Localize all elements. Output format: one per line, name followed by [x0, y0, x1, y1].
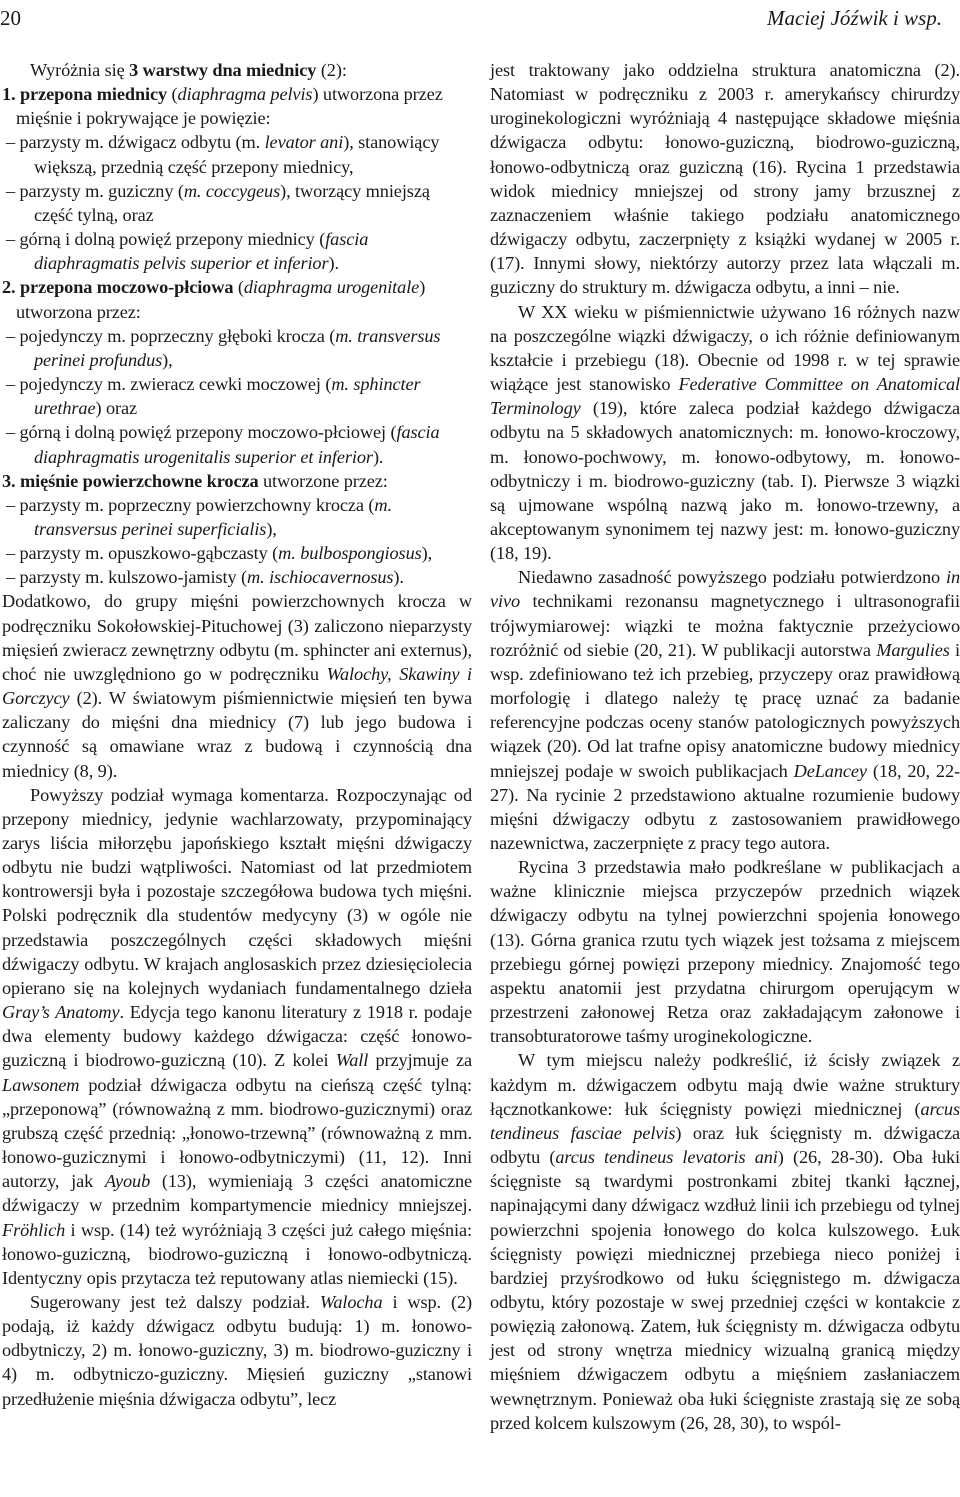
page-header	[0, 0, 960, 40]
running-head: Maciej Jóźwik i wsp.	[767, 6, 942, 30]
text-run: ).	[328, 253, 339, 274]
left-column-paragraph	[2, 589, 472, 782]
left-column-paragraph	[2, 227, 472, 275]
right-column-paragraph	[490, 1048, 960, 1435]
text-run: Powyższy podział wymaga komentarza. Rozpoczynając od przepony miednicy, jedynie wachlarzowaty, przypominający zarys liścia miłorzębu japońskiego kształt mięśni dźwigaczy odbytu nie budzi wątpliwości. Natomiast od lat przedmiotem kontrowersji była i pozostaje szczegółowa budowa tych mięśni. Polski podręcznik dla studentów medycyny (3) w ogóle nie przedstawia poszczególnych części składowych mięśni dźwigaczy odbytu. W krajach anglosaskich przez dziesięciolecia opierano się na kolejnych wydaniach fundamentalnego dzieła	[2, 784, 472, 998]
page-number: 20	[0, 6, 21, 30]
left-column-paragraph	[2, 493, 472, 541]
text-run: Dodatkowo, do grupy mięśni powierzchownych krocza w podręczniku Sokołowskiej-Pituchowej (3) zaliczono nieparzysty mięsień zwieracz zewnętrzny odbytu (m. sphincter ani externus), choć nie uwzględniono go w podręczniku	[2, 591, 472, 684]
text-run: ) oraz	[95, 398, 137, 419]
left-column-paragraph	[2, 372, 472, 420]
text-run: Lawsonem	[2, 1074, 80, 1095]
left-column-paragraph	[2, 179, 472, 227]
right-column-paragraph	[490, 565, 960, 855]
text-run: – pojedynczy m. poprzeczny głęboki krocza (	[6, 325, 336, 346]
text-run: – parzysty m. kulszowo-jamisty (	[6, 567, 248, 588]
text-run: i wsp. (2) podają, iż każdy dźwigacz odbytu budują: 1) m. łonowo-odbytniczy, 2) m. łonowo-guziczny, 3) m. biodrowo-guziczny i 4) m. odbytniczo-guziczny. Mięsień guziczny „stanowi przedłużenie mięśnia dźwigacza odbytu”, lecz	[2, 1291, 472, 1409]
text-run: Walochy, Skawiny i Gorczycy	[2, 663, 473, 709]
left-column-paragraph	[2, 58, 472, 82]
left-column	[2, 58, 472, 1411]
text-run: – górną i dolną powięź przepony moczowo-płciowej (	[6, 422, 397, 443]
text-run: ).	[393, 567, 404, 588]
text-run: – parzysty m. dźwigacz odbytu (m.	[6, 132, 265, 153]
text-run: ) utworzona przez mięśnie i pokrywające je powięzie:	[16, 84, 443, 129]
text-run: ).	[372, 446, 384, 467]
right-column-paragraph	[490, 300, 960, 566]
text-run: 2. przepona moczowo-płciowa	[2, 277, 234, 298]
text-run: Wall	[335, 1050, 369, 1071]
left-column-paragraph	[2, 783, 472, 1290]
text-run: ) oraz łuk ścięgnisty m. dźwigacza odbytu (	[490, 1122, 960, 1168]
right-column-paragraph	[490, 58, 960, 300]
text-run: diaphragma pelvis	[177, 84, 313, 105]
text-run: 3 warstwy dna miednicy	[129, 60, 317, 80]
text-run: m. ischiocavernosus	[247, 567, 394, 588]
text-run: przyjmuje za	[368, 1050, 473, 1071]
text-run: (	[167, 84, 178, 105]
left-column-paragraph	[2, 130, 472, 178]
text-run: (2):	[316, 60, 347, 80]
text-run: – pojedynczy m. zwieracz cewki moczowej (	[6, 374, 332, 395]
text-run: fascia diaphragmatis pelvis superior et inferior	[34, 229, 369, 274]
text-run: Niedawno zasadność powyższego podziału potwierdzono	[518, 567, 946, 588]
text-run: jest traktowany jako oddzielna struktura anatomiczna (2). Natomiast w podręczniku z 2003 r. amerykańscy chirurdzy uroginekologiczni wyróżniają 4 następujące składowe mięśnia dźwigacza odbytu: łonowo-guziczną, biodrowo-guziczną, łonowo-odbytniczą oraz guziczną (16). Rycina 1 przedstawia widok miednicy mniejszej od strony jamy brzusznej z zaznaczeniem właśnie takiego podziału anatomicznego dźwigaczy odbytu, zaczerpnięty z książki wydanej w 2005 r. (17). Innymi słowy, niektórzy autorzy przez lata włączali m. guziczny do struktury m. dźwigacza odbytu, a inni – nie.	[490, 60, 960, 298]
left-column-paragraph	[2, 541, 472, 565]
text-run: utworzone przez:	[258, 470, 388, 491]
left-column-paragraph	[2, 275, 472, 323]
text-run: m. sphincter urethrae	[34, 374, 421, 419]
text-run: Sugerowany jest też dalszy podział.	[30, 1291, 320, 1312]
text-run: W XX wieku w piśmiennictwie używano 16 różnych nazw na poszczególne wiązki dźwigaczy, o ich różnie definiowanym kształcie i przebiegu (18). Obecnie od 1998 r. w tej sprawie wiążące jest stanowisko	[490, 301, 960, 395]
text-run: W tym miejscu należy podkreślić, iż ścisły związek z każdym m. dźwigaczem odbytu mają dwie ważne struktury łącznotkankowe: łuk ścięgnisty powięzi miednicznej (	[490, 1050, 960, 1119]
text-run: – parzysty m. opuszkowo-gąbczasty (	[6, 543, 279, 564]
left-column-paragraph	[2, 565, 472, 589]
text-run: ), tworzący mniejszą część tylną, oraz	[34, 180, 430, 225]
text-run: (13), wymieniają 3 części anatomiczne dźwigaczy w przednim kompartymencie miednicy mniejszej.	[2, 1171, 472, 1216]
text-run: – górną i dolną powięź przepony miednicy (	[6, 229, 326, 250]
left-column-paragraph	[2, 1290, 472, 1411]
text-run: DeLancey	[793, 760, 867, 781]
text-run: (2). W światowym piśmiennictwie mięsień ten bywa zaliczany do mięśni dna miednicy (7) lub jego budowa i czynność są omawiane wraz z budową i czynnością dna miednicy (8, 9).	[2, 688, 472, 781]
text-run: fascia diaphragmatis urogenitalis superior et inferior	[34, 422, 440, 467]
text-run: 3. mięśnie powierzchowne krocza	[2, 470, 259, 491]
left-column-paragraph	[2, 420, 472, 468]
text-run: i wsp. zdefiniowano też ich przebieg, przyczepy oraz prawidłową morfologię i dlatego należy tę pracę uznać za badanie referencyjne podczas oceny stanów patologicznych powyższych wiązek (20). Od lat trafne opisy anatomiczne budowy miednicy mniejszej podaje w swoich publikacjach	[490, 639, 960, 781]
text-run: ) utworzona przez:	[16, 277, 426, 322]
text-run: Federative Committee on Anatomical Terminology	[490, 374, 960, 419]
text-run: m. coccygeus	[183, 180, 281, 201]
text-run: (18, 20, 22-27). Na rycinie 2 przedstawiono aktualne rozumienie budowy mięśni dźwigaczy odbytu z zastosowaniem prawidłowego nazewnictwa, zaczerpnięte z pracy tego autora.	[490, 760, 960, 853]
text-run: (	[233, 277, 244, 298]
text-run: ), stanowiący większą, przednią część przepony miednicy,	[34, 132, 440, 177]
text-run: – parzysty m. poprzeczny powierzchowny krocza (	[6, 494, 375, 515]
text-run: Gray’s Anatomy	[2, 1002, 120, 1023]
text-run: arcus tendineus fasciae pelvis	[490, 1098, 960, 1143]
text-run: (19), które zaleca podział każdego dźwigacza odbytu na 5 składowych anatomicznych: m. łonowo-kroczowy, m. łonowo-pochwowy, m. łonowo-odbytowy, m. łonowo-odbytniczy i m. biodrowo-guziczny (tab. I). Pierwsze 3 wiązki są ujmowane wspólną nazwą jako m. łonowo-trzewny, a akceptowanym synonimem tej nazwy jest: m. łonowo-guziczny (18, 19).	[490, 398, 960, 564]
right-column-paragraph	[490, 855, 960, 1048]
text-run: ),	[421, 543, 433, 564]
text-run: 1. przepona miednicy	[2, 84, 168, 105]
text-run: Margulies	[876, 639, 950, 660]
text-run: Rycina 3 przedstawia mało podkreślane w publikacjach a ważne klinicznie miejsca przyczepów przednich wiązek dźwigaczy odbytu na tylnej powierzchni spojenia łonowego (13). Górna granica rzutu tych wiązek jest tożsama z miejscem przebiegu górnej powięzi przepony miednicy. Znajomość tego aspektu anatomii jest przydatna chirurgom operującym w przestrzeni załonowej Retza oraz zakładającym załonowe i transobturatorowe taśmy uroginekologiczne.	[490, 857, 960, 1047]
text-run: ),	[266, 518, 277, 539]
text-run: Fröhlich	[2, 1219, 66, 1240]
right-column	[490, 58, 960, 1435]
text-run: ) (26, 28-30). Oba łuki ścięgniste są twardymi postronkami zbitej tkanki łącznej, napinającymi dany dźwigacz wzdłuż linii ich przebiegu od tylnej powierzchni spojenia łonowego do kolca kulszowego. Łuk ścięgnisty powięzi miednicznej przebiega nieco poniżej i bardziej przyśrodkowo od łuku ścięgnistego m. dźwigacza odbytu, który pozostaje w swej przedniej części w kontakcie z powięzią załonową. Zatem, łuk ścięgnisty m. dźwigacza odbytu jest od strony wnętrza miednicy wizualną granicą między mięśniem dźwigaczem odbytu a mięśniem zasłaniaczem wewnętrznym. Ponieważ oba łuki ścięgniste zrastają się ze sobą przed kolcem kulszowym (26, 28, 30), to wspól-	[490, 1147, 960, 1433]
text-run: in vivo	[490, 567, 960, 612]
text-run: technikami rezonansu magnetycznego i ultrasonografii trójwymiarowej: wiązki te można faktycznie przeżyciowo rozróżnić od siebie (20, 21). W publikacji autorstwa	[490, 591, 960, 660]
text-run: Wyróżnia się	[30, 60, 130, 80]
left-column-paragraph	[2, 82, 472, 130]
left-column-paragraph	[2, 324, 472, 372]
text-run: i wsp. (14) też wyróżniają 3 części już całego mięśnia: łonowo-guziczną, biodrowo-guziczną i łonowo-odbytniczą. Identyczny opis przytacza też reputowany atlas niemiecki (15).	[2, 1219, 472, 1288]
text-run: ),	[162, 349, 173, 370]
text-run: m. transversus perinei superficialis	[34, 494, 392, 539]
text-run: Ayoub	[104, 1171, 151, 1192]
text-run: . Edycja tego kanonu literatury z 1918 r. podaje dwa elementy budowy każdego dźwigacza: część łonowo-guziczną i biodrowo-guziczną (10). Z kolei	[2, 1002, 472, 1071]
text-run: m. transversus perinei profundus	[34, 325, 441, 370]
text-run: Walocha	[319, 1291, 383, 1312]
text-run: arcus tendineus levatoris ani	[555, 1147, 778, 1168]
left-column-paragraph	[2, 469, 472, 493]
text-run: levator ani	[264, 132, 344, 153]
text-run: m. bulbospongiosus	[278, 543, 422, 564]
text-run: podział dźwigacza odbytu na cieńszą część tylną: „przeponową” (równoważną z mm. biodrowo-guzicznymi) oraz grubszą część przednią: „łonowo-trzewną” (równoważną z mm. łonowo-guzicznymi i łonowo-odbytniczymi) (11, 12). Inni autorzy, jak	[2, 1074, 472, 1192]
text-run: – parzysty m. guziczny (	[6, 180, 184, 201]
text-run: diaphragma urogenitale	[243, 277, 420, 298]
